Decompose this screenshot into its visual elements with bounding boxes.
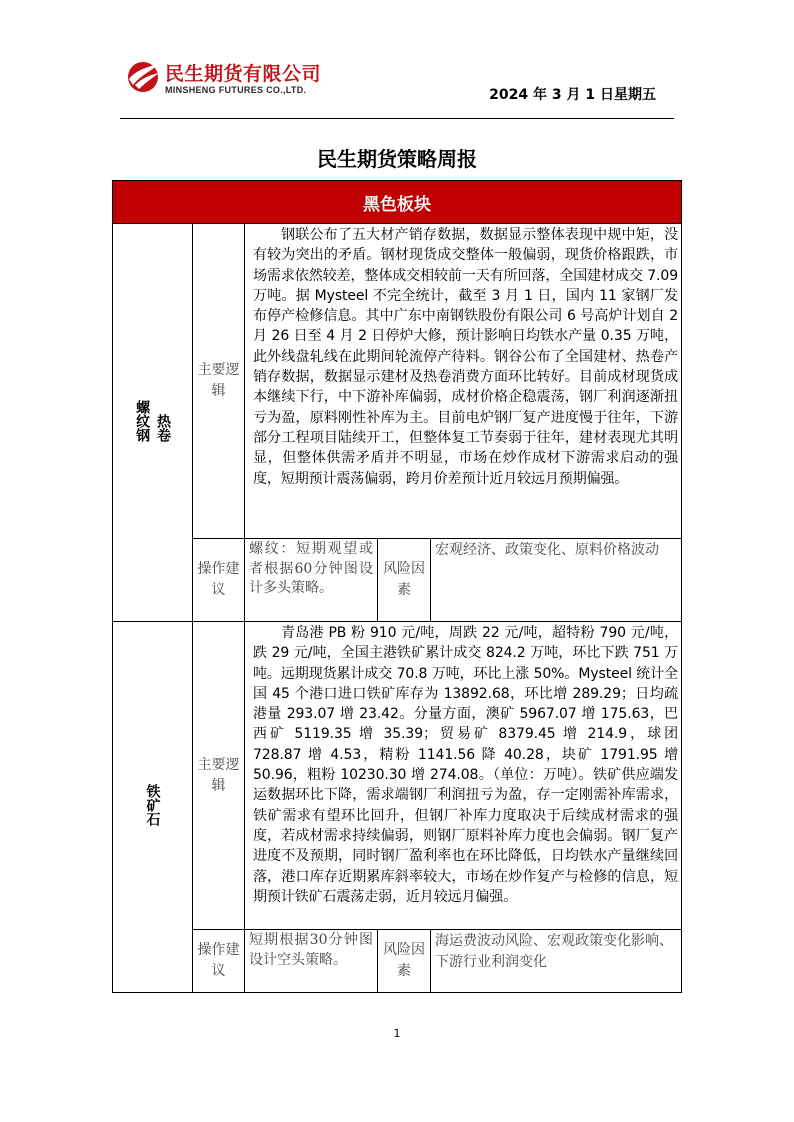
header-divider	[120, 118, 674, 119]
company-logo	[125, 55, 365, 100]
ops-label: 操作建议	[193, 539, 245, 622]
ops-text: 短期根据30分钟图设计空头策略。	[245, 930, 378, 993]
page-number: 1	[393, 1027, 401, 1040]
logic-text: 钢联公布了五大材产销存数据，数据显示整体表现中规中矩，没有较为突出的矛盾。钢材现货成交整体一般偏弱，现货价格跟跌，市场需求依然较差，整体成交相较前一天有所回落，全国建材成交 7.09 万吨。据 Mysteel 不完全统计，截至 3 月 1 日，国内 11 家钢厂发布停产检修信息。其中广东中南钢铁股份有限公司 6 号高炉计划自 2 月 26 日至 4 月 2 日停炉大修，预计影响日均铁水产量 0.35 万吨，此外线盘轧线在此期间轮流停产待料。钢谷公布了全国建材、热卷产销存数据，数据显示建材及热卷消费方面环比转好。目前成材现货成本继续下行，中下游补库偏弱，成材价格企稳震荡，钢厂利润逐渐扭亏为盈，原料刚性补库为主。目前电炉钢厂复产进度慢于往年，下游部分工程项目陆续开工，但整体复工节奏弱于往年，建材表现尤其明显，但整体供需矛盾并不明显，市场在炒作成材下游需求启动的强度，短期预计震荡偏弱，跨月价差预计近月较远月预期偏强。	[245, 224, 682, 539]
logic-label: 主要逻辑	[193, 224, 245, 539]
strategy-table	[112, 180, 682, 993]
category-cell-iron-ore	[113, 622, 193, 993]
logo-icon	[125, 55, 161, 95]
sector-banner: 黑色板块	[113, 181, 682, 224]
risk-text: 海运费波动风险、宏观政策变化影响、下游行业利润变化	[431, 930, 682, 993]
table-row	[113, 224, 682, 539]
risk-text: 宏观经济、政策变化、原料价格波动	[431, 539, 682, 622]
category-label: 螺纹钢	[134, 399, 151, 442]
report-date: 2024 年 3 月 1 日星期五	[489, 87, 656, 103]
category-label: 铁矿石	[144, 784, 161, 826]
company-name-en: MINSHENG FUTURES CO.,LTD.	[165, 85, 307, 95]
report-title: 民生期货策略周报	[317, 147, 477, 171]
risk-label: 风险因素	[378, 539, 431, 622]
ops-label: 操作建议	[193, 930, 245, 993]
risk-label: 风险因素	[378, 930, 431, 993]
logic-label: 主要逻辑	[193, 622, 245, 930]
logic-text: 青岛港 PB 粉 910 元/吨，周跌 22 元/吨，超特粉 790 元/吨，跌 29 元/吨，全国主港铁矿累计成交 824.2 万吨，环比下跌 751 万吨。远期现货累计成交 70.8 万吨，环比上涨 50%。Mysteel 统计全国 45 个港口进口铁矿库存为 13892.68，环比增 289.29；日均疏港量 293.07 增 23.42。分量方面，澳矿 5967.07 增 175.63，巴西矿 5119.35 增 35.39；贸易矿 8379.45 增 214.9，球团 728.87 增 4.53，精粉 1141.56 降 40.28，块矿 1791.95 增 50.96，粗粉 10230.30 增 274.08。（单位：万吨）。铁矿供应端发运数据环比下降，需求端钢厂利润扭亏为盈，存一定刚需补库需求，铁矿需求有望环比回升，但钢厂补库力度取决于后续成材需求的强度，若成材需求持续偏弱，则钢厂原料补库力度也会偏弱。钢厂复产进度不及预期，同时钢厂盈利率也在环比降低，日均铁水产量继续回落，港口库存近期累库斜率较大，市场在炒作复产与检修的信息，短期预计铁矿石震荡走弱，近月较远月偏强。	[245, 622, 682, 930]
category-label-secondary: 热卷	[154, 413, 171, 442]
table-row	[113, 622, 682, 930]
ops-text: 螺纹：短期观望或者根据60分钟图设计多头策略。	[245, 539, 378, 622]
category-cell-rebar	[113, 224, 193, 622]
table-row	[113, 930, 682, 993]
table-row	[113, 539, 682, 622]
company-name-cn: 民生期货有限公司	[165, 63, 322, 85]
